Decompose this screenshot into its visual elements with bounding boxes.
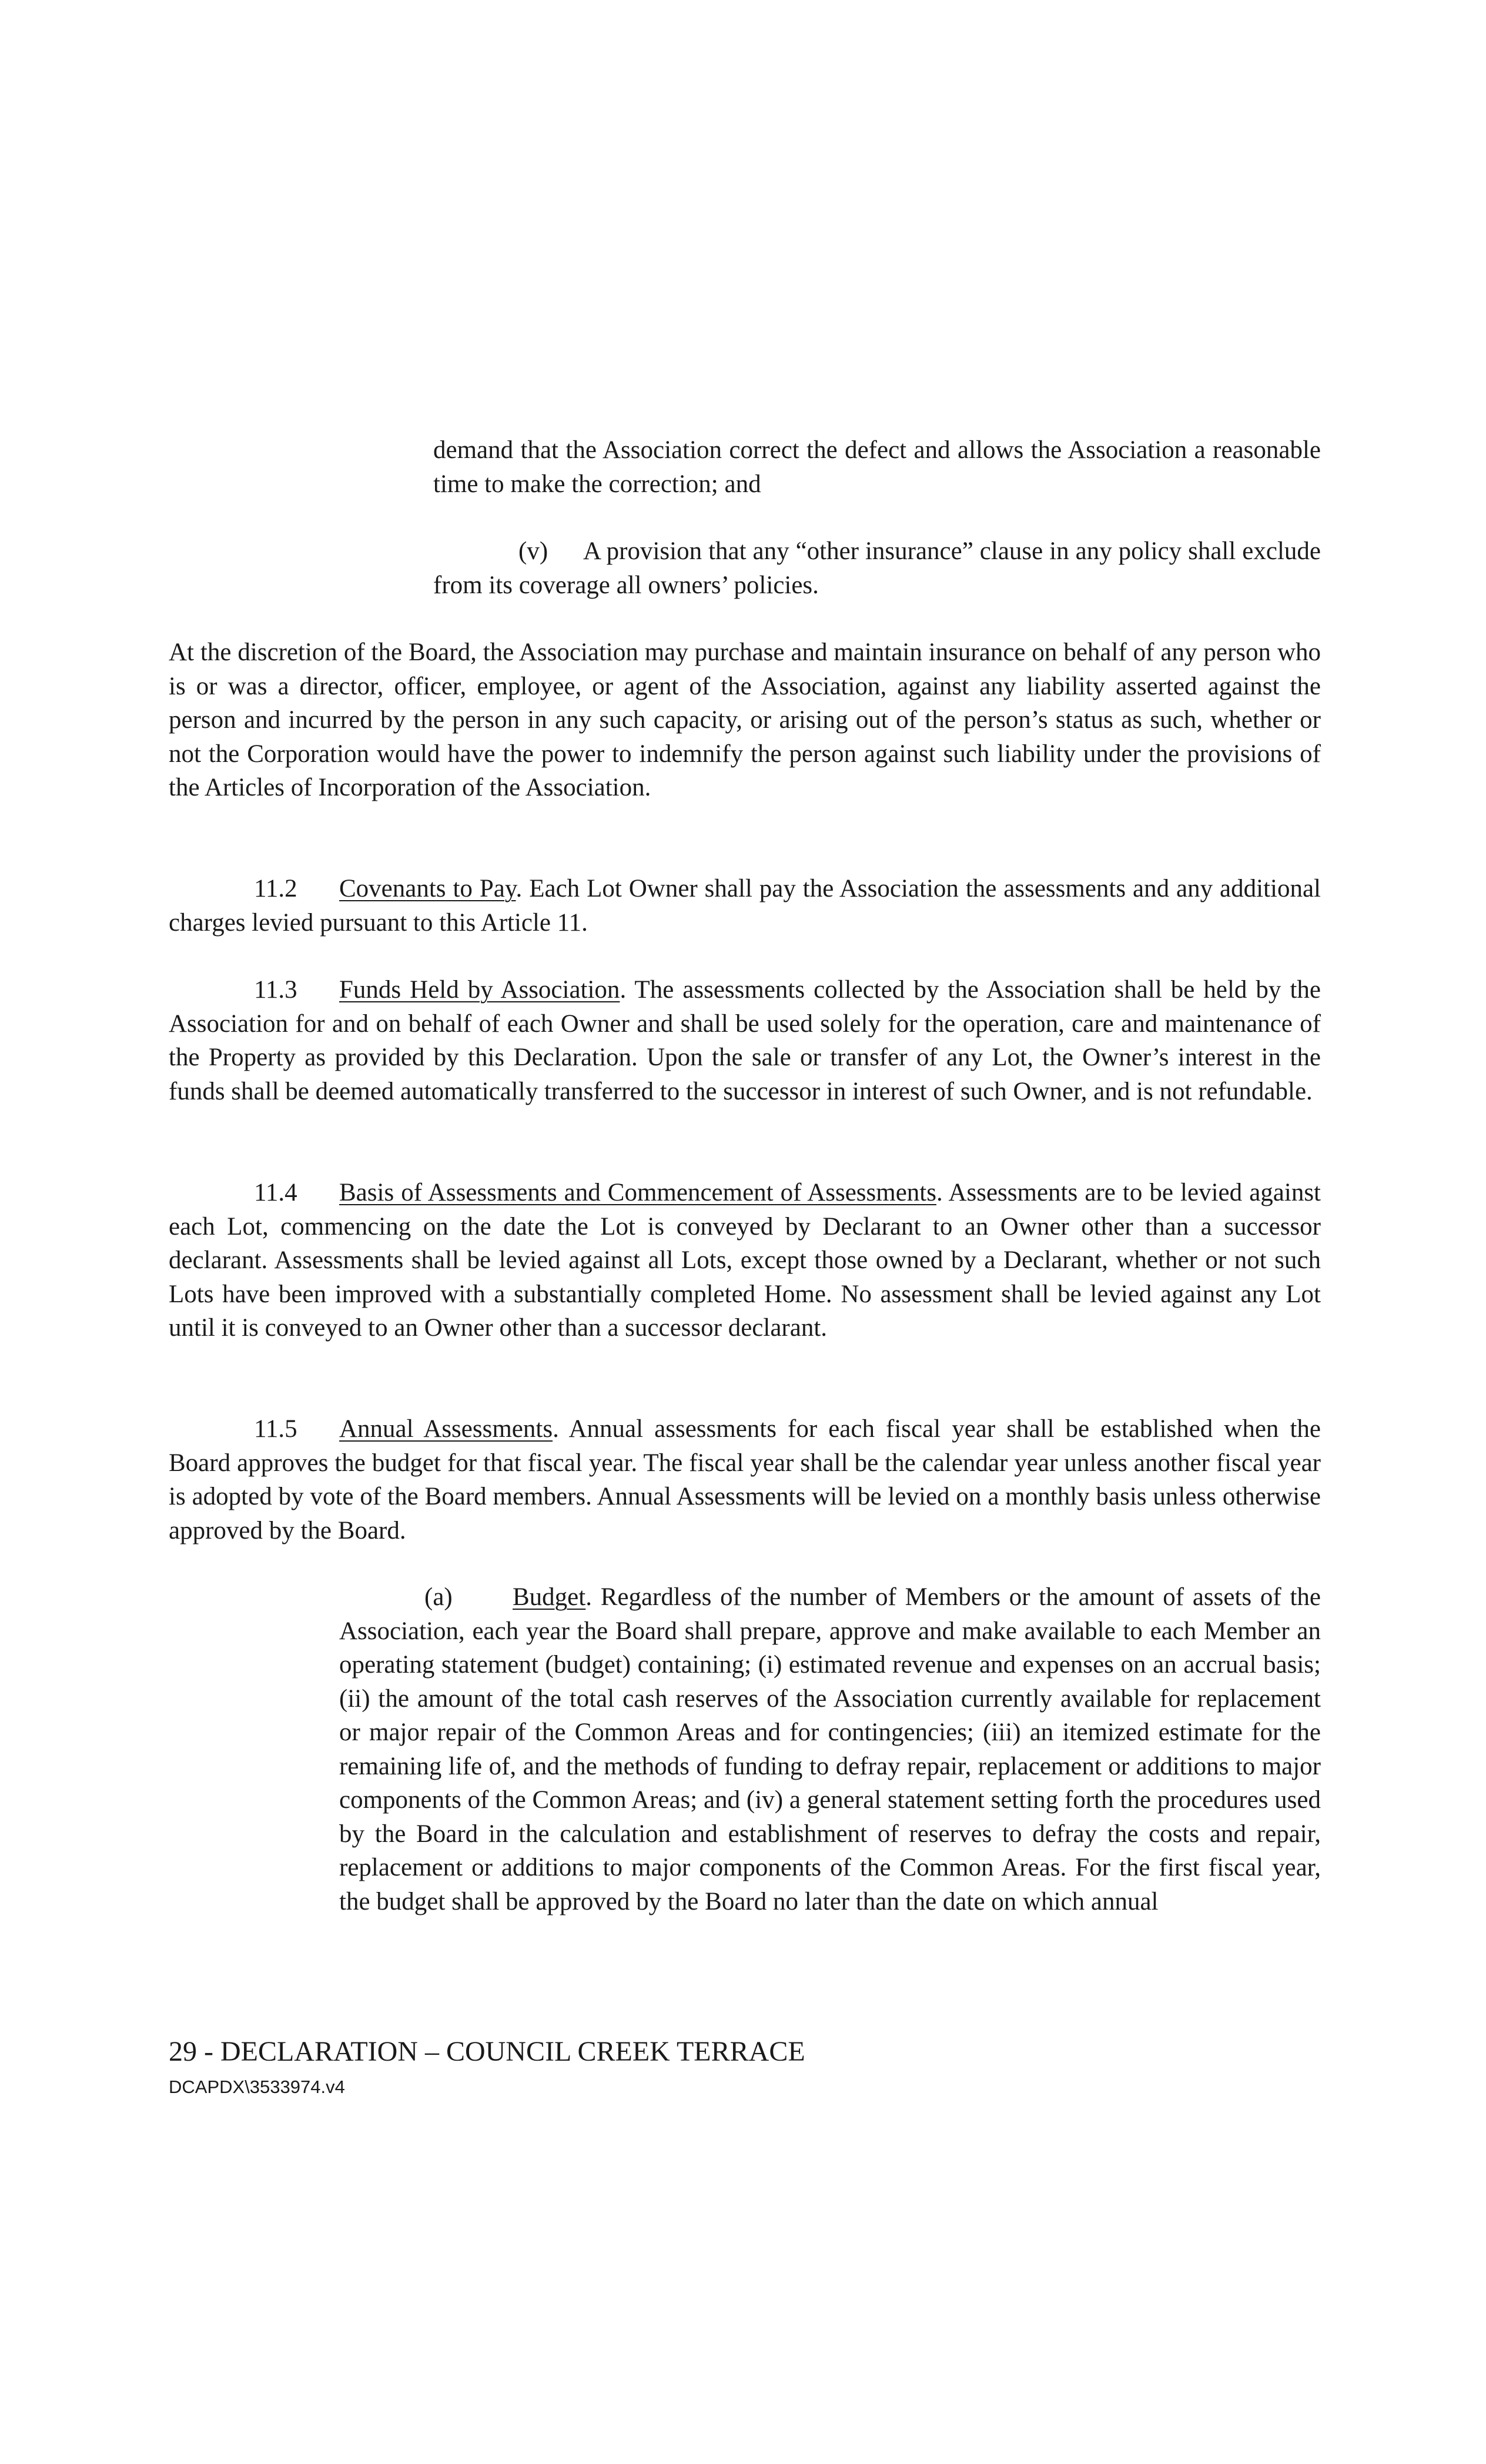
section-heading: Annual Assessments bbox=[339, 1415, 553, 1443]
footer-document-id: DCAPDX\3533974.v4 bbox=[169, 2077, 345, 2097]
item-v-label: (v) bbox=[518, 537, 548, 565]
item-v-text: A provision that any “other insurance” clause in any policy shall exclude from its coverage all owners’ policies. bbox=[433, 537, 1321, 599]
footer-title: 29 - DECLARATION – COUNCIL CREEK TERRACE bbox=[169, 2036, 805, 2067]
section-heading: Basis of Assessments and Commencement of Assessments bbox=[339, 1179, 936, 1206]
subsection-text: . Regardless of the number of Members or the amount of assets of the Association, each year the Board shall prepare, approve and make available to each Member an operating statement (budget) containing; (i) estimated revenue and expenses on an accrual basis; (ii) the amount of the total cash reserves of the Association currently available for replacement or major repair of the Common Areas and for contingencies; (iii) an itemized estimate for the remaining life of, and the methods of funding to defray repair, replacement or additions to major components of the Common Areas; and (iv) a general statement setting forth the procedures used by the Board in the calculation and establishment of reserves to defray the costs and repair, replacement or additions to major components of the Common Areas. For the first fiscal year, the budget shall be approved by the Board no later than the date on which annual bbox=[339, 1583, 1321, 1915]
section-11-5 bbox=[169, 1412, 1321, 1547]
subsection-label: (a) bbox=[424, 1583, 453, 1611]
section-number: 11.3 bbox=[254, 976, 297, 1004]
section-number: 11.4 bbox=[254, 1179, 297, 1206]
section-number: 11.2 bbox=[254, 875, 297, 902]
paragraph-continuation: demand that the Association correct the defect and allows the Association a reasonable time to make the correction; and bbox=[433, 436, 1321, 498]
section-heading: Funds Held by Association bbox=[339, 976, 620, 1004]
section-11-2 bbox=[169, 872, 1321, 940]
section-text: . Annual assessments for each fiscal year shall be established when the Board approves the budget for that fiscal year. The fiscal year shall be the calendar year unless another fiscal year is adopted by vote of the Board members. Annual Assessments will be levied on a monthly basis unless otherwise approved by the Board. bbox=[169, 1415, 1321, 1544]
section-11-4 bbox=[169, 1176, 1321, 1345]
subsection-heading: Budget bbox=[513, 1583, 586, 1611]
section-text: . Each Lot Owner shall pay the Association the assessments and any additional charges levied pursuant to this Article 11. bbox=[169, 875, 1321, 937]
paragraph-item-v bbox=[433, 534, 1321, 602]
section-heading: Covenants to Pay bbox=[339, 875, 516, 902]
section-number: 11.5 bbox=[254, 1415, 297, 1443]
section-11-3 bbox=[169, 973, 1321, 1108]
subsection-11-5-a bbox=[339, 1580, 1321, 1918]
section-text: . Assessments are to be levied against each Lot, commencing on the date the Lot is conveyed by Declarant to an Owner other than a successor declarant. Assessments shall be levied against all Lots, except those owned by a Declarant, whether or not such Lots have been improved with a substantially completed Home. No assessment shall be levied against any Lot until it is conveyed to an Owner other than a successor declarant. bbox=[169, 1179, 1321, 1342]
paragraph-discretion: At the discretion of the Board, the Association may purchase and maintain insurance on behalf of any person who is or was a director, officer, employee, or agent of the Association, against any liability asserted against the person and incurred by the person in any such capacity, or arising out of the person’s status as such, whether or not the Corporation would have the power to indemnify the person against such liability under the provisions of the Articles of Incorporation of the Association. bbox=[169, 638, 1321, 801]
section-text: . The assessments collected by the Association shall be held by the Association for and on behalf of each Owner and shall be used solely for the operation, care and maintenance of the Property as provided by this Declaration. Upon the sale or transfer of any Lot, the Owner’s interest in the funds shall be deemed automatically transferred to the successor in interest of such Owner, and is not refundable. bbox=[169, 976, 1321, 1105]
